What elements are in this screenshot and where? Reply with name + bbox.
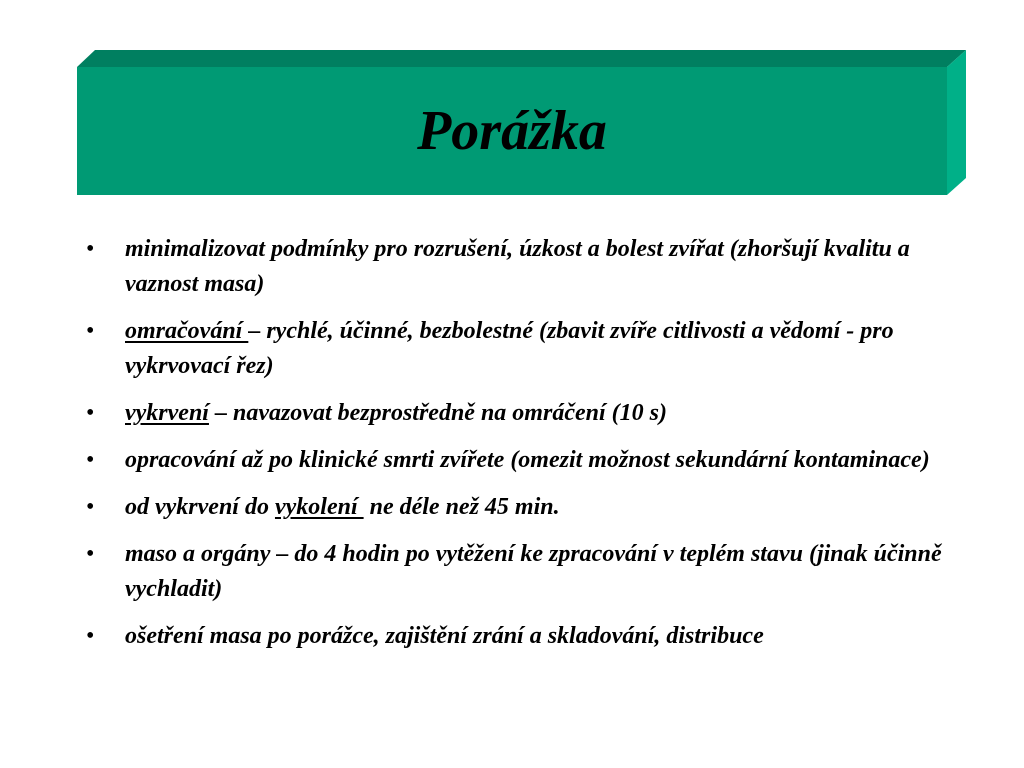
bullet-marker: •: [86, 236, 95, 262]
list-item: [0, 232, 1024, 302]
title-banner: [0, 0, 1024, 220]
list-item: [0, 443, 1024, 478]
slide-title: Porážka: [417, 100, 607, 162]
bullet-text: – navazovat bezprostředně na omráčení (10 s): [208, 400, 667, 426]
bullet-text: – rychlé, účinné, bezbolestné (zbavit zvíře citlivosti a vědomí - pro vykrvovací řez): [125, 318, 894, 379]
bullet-marker: •: [86, 494, 95, 520]
list-item: [0, 619, 1024, 654]
title-banner-top: [77, 50, 966, 67]
bullet-list: [0, 232, 1024, 666]
bullet-text: minimalizovat podmínky pro rozrušení, úzkost a bolest zvířat (zhoršují kvalitu a vaznost masa): [125, 236, 910, 297]
bullet-marker: •: [86, 447, 95, 473]
bullet-text-after: ne déle než 45 min.: [363, 494, 560, 520]
bullet-text: ošetření masa po porážce, zajištění zrání a skladování, distribuce: [125, 623, 764, 649]
bullet-text: maso a orgány – do 4 hodin po vytěžení ke zpracování v teplém stavu (jinak účinně vychladit): [125, 541, 942, 602]
underlined-term: omračování: [125, 318, 249, 344]
list-item: [0, 396, 1024, 431]
list-item: [0, 537, 1024, 607]
bullet-marker: •: [86, 400, 95, 426]
bullet-text: opracování až po klinické smrti zvířete (omezit možnost sekundární kontaminace): [125, 447, 930, 473]
list-item: [0, 490, 1024, 525]
bullet-marker: •: [86, 318, 95, 344]
bullet-marker: •: [86, 541, 95, 567]
underlined-term: vykolení: [274, 494, 364, 520]
bullet-text-before: od vykrvení do: [125, 494, 275, 520]
underlined-term: vykrvení: [125, 400, 209, 426]
title-banner-side: [947, 50, 966, 195]
list-item: [0, 314, 1024, 384]
bullet-marker: •: [86, 623, 95, 649]
